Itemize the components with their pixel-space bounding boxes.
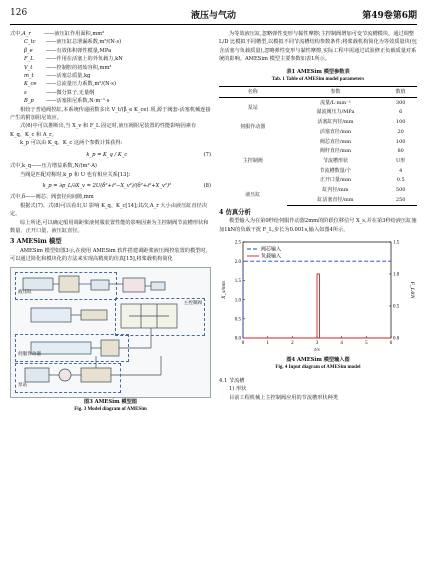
equation-number: (8) bbox=[203, 182, 211, 189]
symbol-description: ——作用在活塞上的外负载力,kN bbox=[46, 56, 123, 63]
figure-4-caption: 图4 AMESim 模型输入图 bbox=[286, 356, 350, 363]
x-tick-label: 3 bbox=[315, 340, 319, 346]
legend-label: 阀芯输入 bbox=[261, 246, 282, 253]
group-name: 泵站 bbox=[247, 104, 258, 111]
y-left-tick-label: 0.5 bbox=[234, 317, 241, 323]
y-right-tick-label: 1.0 bbox=[393, 272, 400, 278]
subsection-heading: 4.1 节流槽 bbox=[219, 377, 245, 384]
parameter-cell: 缸活塞直径/mm bbox=[287, 195, 385, 205]
table-row bbox=[219, 185, 417, 195]
servo-block bbox=[15, 334, 129, 362]
y-left-tick-label: 2.5 bbox=[234, 240, 241, 246]
definition: 式中,δ——阀芯、阀套径向间隙,mm bbox=[10, 194, 94, 201]
paragraph: AMESim 模型如图3示,在使用 AMESim 软件搭建调距桨液压阀控装置的模型时,可以通过简化和模块化的方法来实现高精度的仿真[15],将桨载机构简化 bbox=[10, 247, 208, 263]
symbol-row bbox=[10, 72, 211, 80]
header-cell: 参数 bbox=[287, 87, 385, 98]
group-name: 伺服作动器 bbox=[240, 123, 266, 130]
symbol-description: ——液压缸作用面积,mm² bbox=[44, 31, 105, 37]
parameter-table bbox=[219, 86, 417, 205]
symbol: F_L bbox=[24, 56, 34, 63]
y-right-tick-label: 0.0 bbox=[393, 336, 400, 342]
value-cell: 80 bbox=[397, 148, 404, 155]
value-cell: 250 bbox=[384, 195, 417, 205]
symbol-row bbox=[10, 30, 211, 38]
legend-label: 负载输入 bbox=[261, 253, 282, 260]
symbol-row bbox=[10, 97, 211, 105]
parameter-cell: 阀杆直径/mm bbox=[319, 148, 352, 155]
header-cell: 名称 bbox=[219, 87, 287, 98]
table-row bbox=[219, 118, 417, 128]
symbol-row bbox=[10, 89, 211, 97]
x-tick-label: 4 bbox=[340, 340, 343, 346]
group-name: 液压缸 bbox=[245, 192, 261, 199]
y-right-tick-label: 1.5 bbox=[393, 240, 400, 246]
y-left-tick-label: 0.0 bbox=[234, 336, 241, 342]
paragraph: 模型输入为在第0秒给伺服作动器2mm的阶跃位移信号 X_s,并在第3秒给液压缸施加1kN的负载干扰 F_L,步长为0.001s,输入如图4所示。 bbox=[219, 218, 417, 233]
paragraph: 综上所述,可以确定船用调距桨液伺服装置性能的影响因素为主控制阀节流槽形状和数量、正开口量、液压缸直径。 bbox=[10, 219, 209, 234]
parameter-cell: 节流槽形状 bbox=[322, 157, 348, 164]
issue-label: 第49卷第6期 bbox=[362, 11, 417, 21]
paragraph: 根据式(7)、式(8)可以看出,U 影响 K_q、K_c[14];其次,A_r 大小由液压缸直径决定。 bbox=[10, 202, 208, 218]
value-cell: 4 bbox=[399, 167, 403, 174]
x-tick-label: 1 bbox=[266, 340, 269, 346]
pump-block bbox=[15, 363, 121, 393]
paragraph: k_p 可以由 K_q、K_c 这两个参数计算获得: bbox=[20, 140, 123, 147]
y-left-axis-label: X_s/mm bbox=[221, 281, 227, 299]
series-line bbox=[243, 274, 391, 338]
parameter-cell: 溢流阀压力/MPa bbox=[316, 109, 355, 116]
symbol: m_t bbox=[24, 73, 34, 80]
symbol-description: ——总流量压力系数,m⁵/(N·s) bbox=[46, 81, 116, 88]
main-valve-label: 主控制阀 bbox=[183, 300, 202, 306]
parameter-cell: 活塞缸内径/mm bbox=[317, 119, 354, 126]
value-cell: 0.5 bbox=[396, 177, 405, 184]
value-cell: 20 bbox=[397, 128, 404, 135]
equation-body: k_p = ∂p_L/∂X_v = 2U(δ²+ℓ²−X_v²)/(δ²+ℓ²+X_v²)² bbox=[42, 182, 172, 189]
paragraph: 相较于普通阀控缸,本系统传递函数多出 V_t/(β_e K_ce) 项,源于阀套-活塞机械连接产生的附加阻尼效应。 bbox=[10, 106, 211, 122]
amesim-model-figure bbox=[10, 267, 211, 398]
x-axis-label: t/s bbox=[314, 346, 320, 353]
symbol-description: ——微分算子,无量纲 bbox=[46, 89, 95, 96]
value-cell: 300 bbox=[395, 99, 406, 106]
table-row bbox=[219, 98, 417, 108]
parameter-cell: 缸内径/mm bbox=[322, 186, 349, 193]
x-tick-label: 2 bbox=[291, 340, 294, 346]
header-rule bbox=[10, 24, 417, 25]
parameter-cell: 活塞直径/mm bbox=[319, 128, 352, 135]
x-tick-label: 0 bbox=[241, 340, 245, 346]
symbol-row bbox=[10, 64, 211, 72]
definition: 式中,k_q——压力增益系数,N/(m²·A) bbox=[10, 163, 97, 170]
value-cell: 100 bbox=[395, 119, 406, 126]
parameter-cell: 正开口量/mm bbox=[319, 177, 352, 184]
group-name: 主控制阀 bbox=[242, 157, 263, 164]
y-left-tick-label: 1.0 bbox=[234, 298, 241, 304]
pump-label: 泵站 bbox=[18, 383, 28, 389]
symbol-description: ——液压缸总泄漏系数,m⁵/(N·s) bbox=[46, 39, 122, 46]
main-valve-block bbox=[115, 298, 205, 336]
symbol-row bbox=[10, 80, 211, 88]
section-heading: 4 仿真分析 bbox=[219, 208, 251, 216]
symbol: s bbox=[24, 89, 27, 96]
y-left-tick-label: 1.5 bbox=[234, 279, 241, 285]
y-right-tick-label: 0.5 bbox=[393, 304, 400, 310]
cylinder-label: 液压缸 bbox=[18, 290, 32, 296]
symbol-list bbox=[10, 30, 211, 106]
right-column bbox=[219, 30, 417, 402]
symbol: C_tc bbox=[24, 39, 36, 46]
chart-svg bbox=[219, 234, 417, 356]
symbol-description: ——有效体积弹性模量,MPa bbox=[46, 47, 112, 54]
value-cell: U形 bbox=[396, 157, 406, 164]
page-number: 126 bbox=[10, 8, 28, 18]
symbol: β_e bbox=[24, 47, 33, 54]
value-cell: 100 bbox=[395, 138, 406, 145]
symbol-description: ——活塞阻尼系数,N·m⁻¹·s bbox=[46, 98, 110, 105]
page-header bbox=[10, 8, 417, 22]
x-tick-label: 6 bbox=[389, 340, 393, 346]
value-cell: 500 bbox=[395, 186, 406, 193]
value-cell: 6 bbox=[399, 109, 403, 116]
figure-4-caption-en: Fig. 4 Input diagram of AMESim model bbox=[275, 365, 361, 371]
paragraph: 式(6)中可以推断出,当 X_v 和 F_L 固定时,液压阀阻尼装置的性能影响因素有 K_q、K_c 和 A_r。 bbox=[10, 123, 197, 138]
parameter-cell: 流量/L·min⁻¹ bbox=[320, 99, 351, 106]
subsubsection-heading: 1) 形状 bbox=[229, 386, 247, 393]
symbol-description: ——控制腔的初始容积,mm³ bbox=[46, 64, 112, 71]
input-chart bbox=[219, 234, 417, 356]
symbol: A_r bbox=[22, 31, 31, 37]
symbol-row bbox=[10, 47, 211, 55]
cylinder-block bbox=[15, 272, 117, 300]
header-cell: 数值 bbox=[384, 87, 417, 98]
figure-3-caption-en: Fig. 3 Model diagram of AMESim bbox=[74, 406, 147, 412]
servo-label: 伺服作动器 bbox=[18, 352, 41, 358]
parameter-cell: 节流槽数量/个 bbox=[319, 167, 352, 174]
symbol-description: ——活塞总质量,kg bbox=[46, 73, 91, 80]
symbol-row bbox=[10, 38, 211, 46]
table-1-caption: 表1 AMESim 模型参数表 bbox=[286, 68, 350, 75]
equation-number: (7) bbox=[203, 151, 211, 158]
table-1-caption-en: Tab. 1 Table of AMESim model parameters bbox=[271, 77, 365, 83]
symbol: B_p bbox=[24, 98, 34, 105]
paragraph: 为等效液压缸,忽略弹性变形与黏性摩擦;主控制阀增加可变节流槽模块。通过调整 L/D 比模拟不同槽型,以模拟不同节流槽结构参数条件;将桨载机构简化为等效质量块(包含活塞与负载质量),忽略弹性变形与黏性摩擦,实际工程中需通过试验修正负载质量对系统的影响。AMESim 模型主要参数如表1所示。 bbox=[219, 31, 417, 63]
left-column bbox=[10, 30, 211, 414]
paragraph: 目前工程机械上主控制阀应用的节流槽形状种类 bbox=[229, 394, 338, 401]
figure-3-caption: 图3 AMESim 模型图 bbox=[84, 398, 137, 405]
equation-body: k_p = K_q / K_c bbox=[86, 151, 128, 158]
table-header-row bbox=[219, 87, 417, 98]
symbol-prefix: 式中, bbox=[10, 31, 23, 37]
paragraph: 当阀是匹配对称时,k_p 和 U 也有相应关系[13]: bbox=[20, 171, 131, 178]
y-left-tick-label: 2.0 bbox=[234, 259, 241, 265]
equation-7 bbox=[10, 151, 211, 159]
section-heading: 3 AMESim 模型 bbox=[10, 238, 62, 246]
y-right-axis-label: F_L/kN bbox=[409, 281, 415, 299]
symbol: V_t bbox=[24, 64, 33, 71]
symbol: K_ce bbox=[24, 81, 37, 88]
table-row bbox=[219, 137, 417, 147]
equation-8 bbox=[10, 182, 211, 190]
symbol-row bbox=[10, 55, 211, 63]
journal-title: 液压与气动 bbox=[190, 11, 236, 21]
parameter-cell: 阀芯直径/mm bbox=[319, 138, 352, 145]
x-tick-label: 5 bbox=[365, 340, 368, 346]
